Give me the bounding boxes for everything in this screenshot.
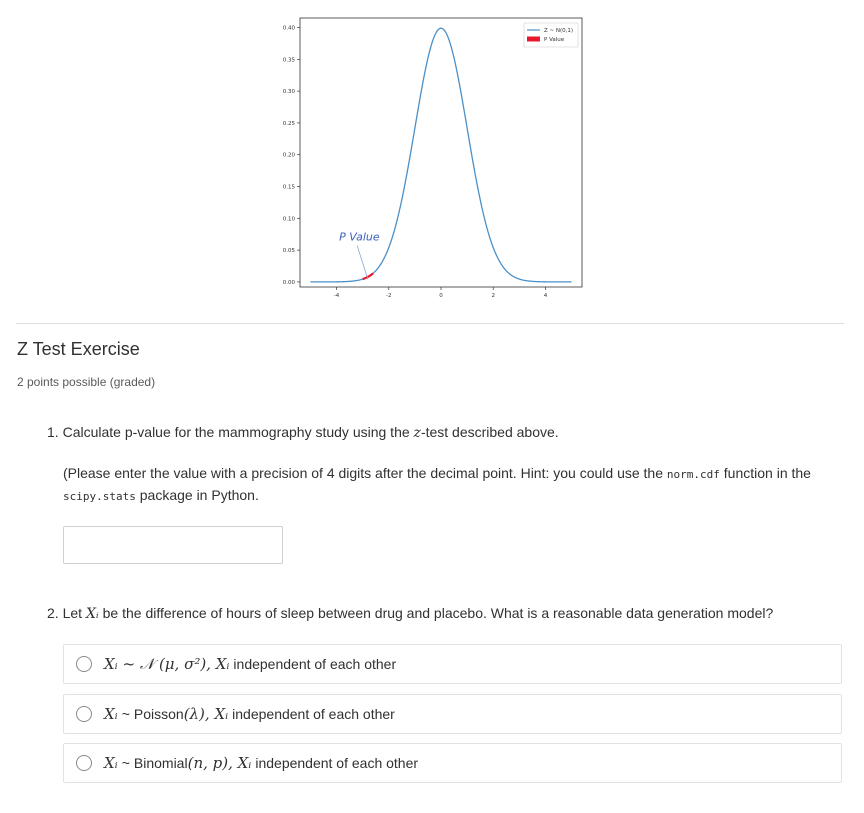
legend-label: Z ~ N(0,1) [544,28,574,34]
option-poisson-text: independent of each other [232,706,395,722]
answer-input[interactable] [63,526,283,564]
option-poisson-math-right: (λ), Xᵢ [183,705,229,723]
y-tick-label: 0.15 [282,184,295,191]
code-norm-cdf: norm.cdf [666,468,720,481]
annotation-text: P Value [339,230,380,244]
option-poisson-math-left: Xᵢ [104,705,118,723]
x-tick-label: -2 [386,293,392,299]
question-1-text-after: -test described above. [420,424,559,440]
section-divider [16,323,844,324]
y-tick-label: 0.40 [282,25,295,32]
radio-normal[interactable] [76,656,92,672]
x-tick-label: -4 [333,293,340,299]
option-binomial-math-right: (n, p), Xᵢ [187,754,252,772]
option-binomial-text: independent of each other [255,755,419,771]
question-2-text-before: Let [62,605,86,621]
y-tick-label: 0.30 [282,89,295,96]
math-xi: Xᵢ [85,606,99,622]
option-poisson[interactable]: Xᵢ ~ Poisson (λ), Xᵢ independent of each other [63,694,842,734]
hint-text-middle: function in the [719,465,811,481]
legend-swatch-patch [527,37,540,42]
problem-title: Z Test Exercise [17,339,140,359]
question-2-number: 2. [47,605,59,621]
option-normal[interactable] [63,644,842,684]
y-tick-label: 0.20 [282,152,295,159]
legend-label: P Value [544,37,565,43]
y-tick-label: 0.00 [282,279,295,286]
points-possible: 2 points possible (graded) [17,375,156,389]
option-normal-text: independent of each other [233,656,397,672]
y-tick-label: 0.25 [282,120,295,127]
legend-box [524,23,578,47]
plot-border [300,18,582,287]
option-normal-math: Xᵢ ~ 𝒩 (μ, σ²), Xᵢ [104,655,230,673]
plot-frame [300,18,582,287]
question-1 [47,424,559,441]
question-2 [47,605,773,622]
math-z: z [413,425,421,441]
radio-binomial[interactable] [76,755,92,771]
question-1-hint [63,463,845,507]
x-axis-ticks [334,287,548,299]
radio-poisson[interactable] [76,706,92,722]
x-tick-label: 2 [491,293,495,299]
option-binomial-word: Binomial [133,755,188,771]
question-1-text-before: Calculate p-value for the mammography study using the [62,424,414,440]
y-tick-label: 0.35 [282,57,295,64]
legend [524,23,578,47]
option-poisson-word: Poisson [133,706,184,722]
option-binomial[interactable]: Xᵢ ~ Binomial (n, p), Xᵢ independent of each other [63,743,842,783]
y-axis-ticks [283,26,300,286]
code-scipy-stats: scipy.stats [63,490,136,503]
option-binomial-math-left: Xᵢ [104,754,118,772]
x-tick-label: 4 [543,293,548,299]
y-tick-label: 0.05 [282,248,295,255]
x-tick-label: 0 [439,293,443,299]
hint-text-before: (Please enter the value with a precision of 4 digits after the decimal point. Hint: you could use the [63,465,667,481]
question-1-number: 1. [47,424,59,440]
question-2-text-after: be the difference of hours of sleep between drug and placebo. What is a reasonable data generation model? [98,605,774,621]
normal-distribution-chart [262,10,592,299]
hint-text-after: package in Python. [135,487,259,503]
y-tick-label: 0.10 [282,216,295,223]
